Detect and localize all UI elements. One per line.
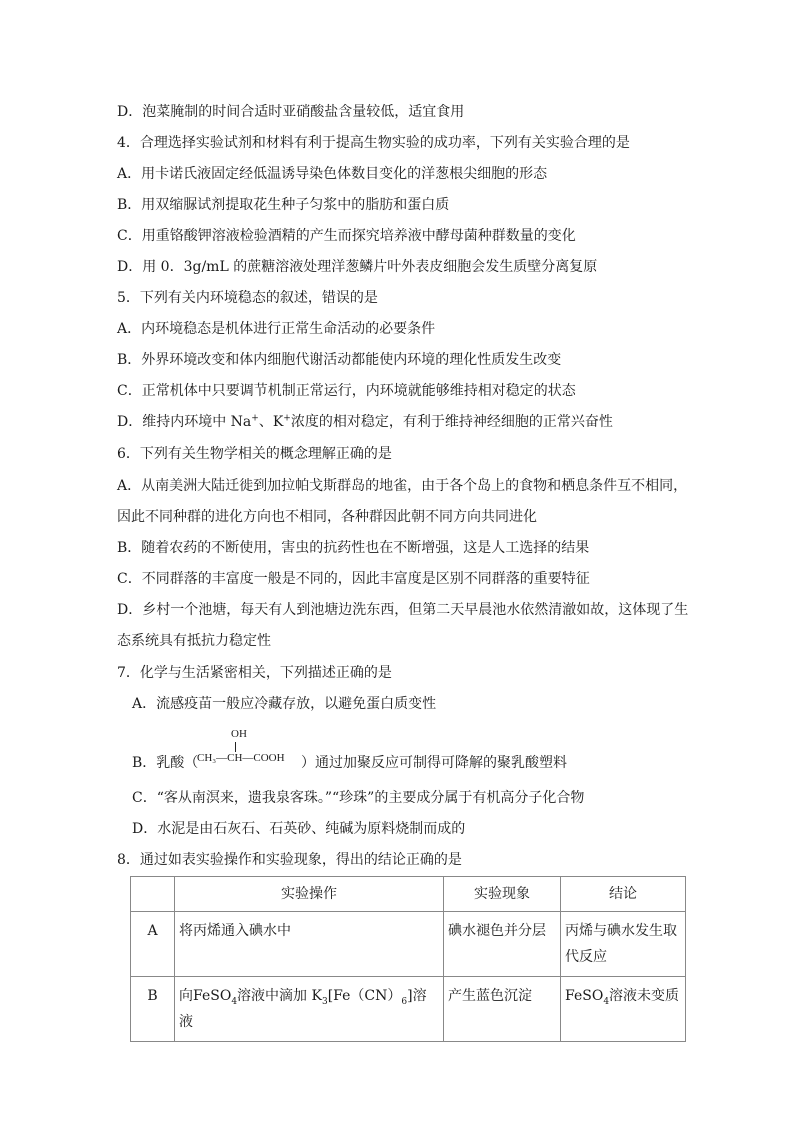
option-b-q5: B．外界环境改变和体内细胞代谢活动都能使内环境的理化性质发生改变 [117,352,562,368]
table-header-row [131,877,686,912]
header-operation: 实验操作 [175,877,444,912]
row-phenomenon: 产生蓝色沉淀 [444,977,561,1042]
option-c-q7: C．“客从南溟来，遗我泉客珠。”“珍珠”的主要成分属于有机高分子化合物 [132,790,585,806]
row-conclusion: 丙烯与碘水发生取代反应 [561,912,686,977]
row-label: B [131,977,175,1042]
question-8: 8．通过如表实验操作和实验现象，得出的结论正确的是 [117,852,462,868]
formula-bond [235,742,236,752]
question-4: 4．合理选择实验试剂和材料有利于提高生物实验的成功率，下列有关实验合理的是 [117,135,630,151]
option-b-q6: B．随着农药的不断使用，害虫的抗药性也在不断增强，这是人工选择的结果 [117,540,590,556]
question-7: 7．化学与生活紧密相关，下列描述正确的是 [117,665,392,681]
table-row [131,977,686,1042]
experiment-table [130,876,686,1042]
header-conclusion: 结论 [561,877,686,912]
option-a-q4: A．用卡诺氏液固定经低温诱导染色体数目变化的洋葱根尖细胞的形态 [117,166,548,182]
row-conclusion: FeSO$_4$溶液未变质 [561,977,686,1042]
option-a-q6: A．从南美洲大陆迁徙到加拉帕戈斯群岛的地雀，由于各个岛上的食物和栖息条件互不相同， [117,478,688,494]
option-c-q4: C．用重铬酸钾溶液检验酒精的产生而探究培养液中酵母菌种群数量的变化 [117,228,576,244]
question-5: 5．下列有关内环境稳态的叙述，错误的是 [117,290,378,306]
option-d-q3: D．泡菜腌制的时间合适时亚硝酸盐含量较低，适宜食用 [117,104,465,120]
header-blank [131,877,175,912]
option-b-q7-prefix: B．乳酸（ [132,755,199,771]
option-c-q5: C．正常机体中只要调节机制正常运行，内环境就能够维持相对稳定的状态 [117,383,576,399]
option-a-q6-cont: 因此不同种群的进化方向也不相同，各种群因此朝不同方向共同进化 [117,509,537,525]
option-b-q4: B．用双缩脲试剂提取花生种子匀浆中的脂肪和蛋白质 [117,197,450,213]
row-operation: 将丙烯通入碘水中 [175,912,444,977]
question-6: 6．下列有关生物学相关的概念理解正确的是 [117,446,392,462]
table-row [131,912,686,977]
option-d-q5: D．维持内环境中 Na+、K+浓度的相对稳定，有利于维持神经细胞的正常兴奋性 [117,413,613,430]
option-c-q6: C．不同群落的丰富度一般是不同的，因此丰富度是区别不同群落的重要特征 [117,571,590,587]
option-d-q6-cont: 态系统具有抵抗力稳定性 [117,633,271,649]
option-a-q5: A．内环境稳态是机体进行正常生命活动的必要条件 [117,321,436,337]
formula-oh-group: OH [231,728,247,740]
option-d-q7: D．水泥是由石灰石、石英砂、纯碱为原料烧制而成的 [132,821,466,837]
row-label: A [131,912,175,977]
row-phenomenon: 碘水褪色并分层 [444,912,561,977]
row-operation: 向FeSO$_4$溶液中滴加 $K_3[Fe(CN)_6]$溶液 [175,977,444,1042]
formula-chain: CH₃—CH—COOH [197,752,285,764]
option-b-q7-suffix: ）通过加聚反应可制得可降解的聚乳酸塑料 [301,755,567,771]
header-phenomenon: 实验现象 [444,877,561,912]
lactic-acid-formula [197,728,301,772]
option-d-q4: D．用 0．3g/mL 的蔗糖溶液处理洋葱鳞片叶外表皮细胞会发生质壁分离复原 [117,259,598,275]
option-a-q7: A．流感疫苗一般应冷藏存放，以避免蛋白质变性 [132,696,437,712]
option-d-q6: D．乡村一个池塘，每天有人到池塘边洗东西，但第二天早晨池水依然清澈如故，这体现了生 [117,602,689,618]
